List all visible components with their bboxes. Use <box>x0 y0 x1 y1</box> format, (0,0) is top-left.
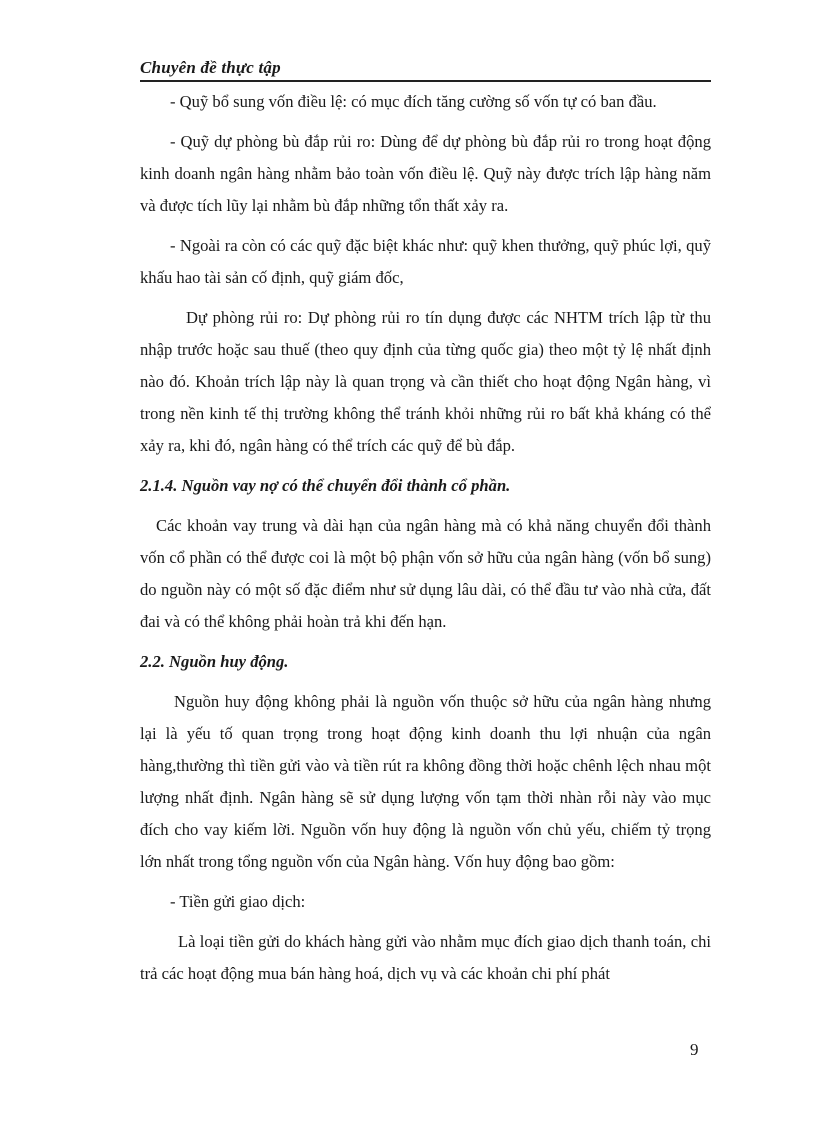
paragraph-nguon-huy-dong: Nguồn huy động không phải là nguồn vốn thuộc sở hữu của ngân hàng nhưng lại là yếu tố quan trọng trong hoạt động kinh doanh thu lợi nhuận của ngân hàng,thường thì tiền gửi vào và tiền rút ra không đồng thời hoặc chênh lệch nhau một lượng nhất định. Ngân hàng sẽ sử dụng lượng vốn tạm thời nhàn rỗi này vào mục đích cho vay kiếm lời. Nguồn vốn huy động là nguồn vốn chủ yếu, chiếm tỷ trọng lớn nhất trong tổng nguồn vốn của Ngân hàng. Vốn huy động bao gồm: <box>140 692 711 871</box>
paragraph-tien-gui-giao-dich: - Tiền gửi giao dịch: <box>170 892 306 911</box>
section-heading-2-1-4: 2.1.4. Nguồn vay nợ có thể chuyển đổi thành cổ phần. <box>140 476 511 495</box>
page-number: 9 <box>690 1040 699 1059</box>
paragraph-quy-dac-biet: - Ngoài ra còn có các quỹ đặc biệt khác như: quỹ khen thưởng, quỹ phúc lợi, quỹ khấu hao tài sản cố định, quỹ giám đốc, <box>140 236 711 287</box>
header-title: Chuyên đề thực tập <box>140 58 281 77</box>
paragraph-loai-tien-gui: Là loại tiền gửi do khách hàng gửi vào nhằm mục đích giao dịch thanh toán, chi trả các hoạt động mua bán hàng hoá, dịch vụ và các khoản chi phí phát <box>140 932 711 983</box>
page-header <box>140 50 711 82</box>
page-content <box>140 86 711 998</box>
paragraph-khoan-vay: Các khoản vay trung và dài hạn của ngân hàng mà có khả năng chuyển đổi thành vốn cổ phần có thể được coi là một bộ phận vốn sở hữu của ngân hàng (vốn bổ sung) do nguồn này có một số đặc điểm như sử dụng lâu dài, có thể đầu tư vào nhà cửa, đất đai và có thể không phải hoàn trả khi đến hạn. <box>140 516 711 631</box>
paragraph-du-phong-rui-ro: Dự phòng rủi ro: Dự phòng rủi ro tín dụng được các NHTM trích lập từ thu nhập trước hoặc sau thuế (theo quy định của từng quốc gia) theo một tỷ lệ nhất định nào đó. Khoản trích lập này là quan trọng và cần thiết cho hoạt động Ngân hàng, vì trong nền kinh tế thị trường không thể tránh khỏi những rủi ro bất khả kháng có thể xảy ra, khi đó, ngân hàng có thể trích các quỹ để bù đắp. <box>140 308 711 455</box>
paragraph-quy-bo-sung: - Quỹ bổ sung vốn điều lệ: có mục đích tăng cường số vốn tự có ban đầu. <box>170 92 657 111</box>
paragraph-quy-du-phong: - Quỹ dự phòng bù đắp rủi ro: Dùng để dự phòng bù đắp rủi ro trong hoạt động kinh doanh ngân hàng nhằm bảo toàn vốn điều lệ. Quỹ này được trích lập hàng năm và được tích lũy lại nhằm bù đắp những tổn thất xảy ra. <box>140 132 711 215</box>
section-heading-2-2: 2.2. Nguồn huy động. <box>140 652 289 671</box>
